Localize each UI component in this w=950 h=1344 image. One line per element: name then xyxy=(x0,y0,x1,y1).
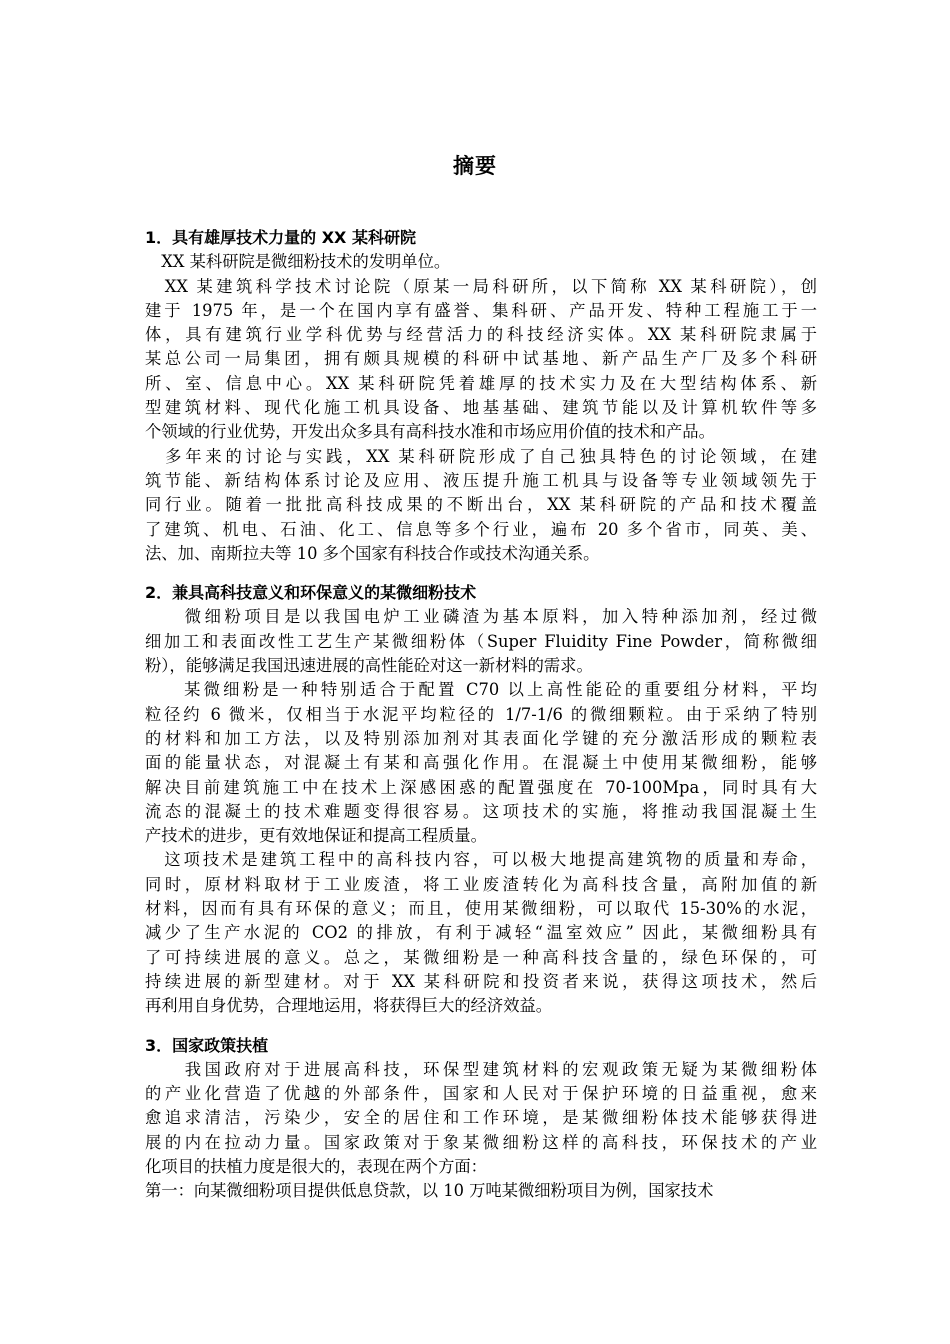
paragraph-line: 展的内在拉动力量。国家政策对于象某微细粉这样的高科技，环保技术的产业 xyxy=(145,1132,817,1152)
paragraph-line: 了可持续进展的意义。总之，某微细粉是一种高科技含量的，绿色环保的，可 xyxy=(145,947,817,967)
paragraph-line: 某微细粉是一种特别适合于配置 C70 以上高性能砼的重要组分材料，平均 xyxy=(145,680,817,700)
paragraph-line: 第一：向某微细粉项目提供低息贷款，以 10 万吨某微细粉项目为例，国家技术 xyxy=(145,1181,714,1201)
paragraph-line: 建于 1975 年，是一个在国内享有盛誉、集科研、产品开发、特种工程施工于一 xyxy=(145,300,817,320)
paragraph-line: 材料，因而有具有环保的意义；而且，使用某微细粉，可以取代 15-30%的水泥， xyxy=(145,899,817,919)
paragraph-line: 个领域的行业优势，开发出众多具有高科技水准和市场应用价值的技术和产品。 xyxy=(145,422,715,442)
paragraph-line: 微细粉项目是以我国电炉工业磷渣为基本原料，加入特种添加剂，经过微 xyxy=(145,607,817,627)
paragraph-line: 了建筑、机电、石油、化工、信息等多个行业，遍布 20 多个省市，同英、美、 xyxy=(145,519,817,539)
section-heading: 1．具有雄厚技术力量的 XX 某科研院 xyxy=(145,228,416,247)
paragraph-line: 这项技术是建筑工程中的高科技内容，可以极大地提高建筑物的质量和寿命， xyxy=(145,850,817,870)
paragraph-line: 的产业化营造了优越的外部条件，国家和人民对于保护环境的日益重视，愈来 xyxy=(145,1084,817,1104)
section-gap xyxy=(145,1019,817,1034)
paragraph-line: XX 某科研院是微细粉技术的发明单位。 xyxy=(145,252,451,272)
paragraph-line: 同时，原材料取材于工业废渣，将工业废渣转化为高科技含量，高附加值的新 xyxy=(145,874,817,894)
page-title: 摘要 xyxy=(453,154,497,178)
paragraph-line: 再利用自身优势，合理地运用，将获得巨大的经济效益。 xyxy=(145,996,553,1016)
paragraph-line: 同行业。随着一批批高科技成果的不断出台，XX 某科研院的产品和技术覆盖 xyxy=(145,495,817,515)
paragraph-line: 型建筑材料、现代化施工机具设备、地基基础、建筑节能以及计算机软件等多 xyxy=(145,398,817,418)
section-heading: 3．国家政策扶植 xyxy=(145,1035,269,1055)
paragraph-line: 化项目的扶植力度是很大的，表现在两个方面： xyxy=(145,1156,487,1176)
paragraph-line: 流态的混凝土的技术难题变得很容易。这项技术的实施，将推动我国混凝土生 xyxy=(145,801,817,821)
paragraph-line: 法、加、南斯拉夫等 10 多个国家有科技合作或技术沟通关系。 xyxy=(145,543,600,563)
section-heading: 2．兼具高科技意义和环保意义的某微细粉技术 xyxy=(145,583,477,603)
paragraph-line: XX 某建筑科学技术讨论院（原某一局科研所，以下简称 XX 某科研院），创 xyxy=(145,276,817,296)
paragraph-line: 筑节能、新结构体系讨论及应用、液压提升施工机具与设备等专业领域领先于 xyxy=(145,470,817,490)
paragraph-line: 愈追求清洁，污染少，安全的居住和工作环境，是某微细粉体技术能够获得进 xyxy=(145,1108,817,1128)
paragraph-line: 体，具有建筑行业学科优势与经营活力的科技经济实体。XX 某科研院隶属于 xyxy=(145,325,817,345)
paragraph-line: 持续进展的新型建材。对于 XX 某科研院和投资者来说，获得这项技术，然后 xyxy=(145,971,817,991)
paragraph-line: 的材料和加工方法，以及特别添加剂对其表面化学键的充分激活形成的颗粒表 xyxy=(145,728,817,748)
paragraph-line: 我国政府对于进展高科技，环保型建筑材料的宏观政策无疑为某微细粉体 xyxy=(145,1059,817,1079)
paragraph-line: 多年来的讨论与实践，XX 某科研院形成了自己独具特色的讨论领域，在建 xyxy=(145,446,817,466)
document-body xyxy=(145,226,817,1204)
paragraph-line: 面的能量状态，对混凝土有某和高强化作用。在混凝土中使用某微细粉，能够 xyxy=(145,753,817,773)
paragraph-line: 减少了生产水泥的 CO2 的排放，有利于减轻“温室效应” 因此，某微细粉具有 xyxy=(145,923,817,943)
paragraph-line: 粉），能够满足我国迅速进展的高性能砼对这一新材料的需求。 xyxy=(145,656,593,676)
paragraph-line: 所、室、信息中心。XX 某科研院凭着雄厚的技术实力及在大型结构体系、新 xyxy=(145,373,817,393)
paragraph-line: 某总公司一局集团，拥有颇具规模的科研中试基地、新产品生产厂及多个科研 xyxy=(145,349,817,369)
paragraph-line: 粒径约 6 微米，仅相当于水泥平均粒径的 1/7-1/6 的微细颗粒。由于采纳了特别 xyxy=(145,704,817,724)
paragraph-line: 产技术的进步，更有效地保证和提高工程质量。 xyxy=(145,826,487,846)
paragraph-line: 细加工和表面改性工艺生产某微细粉体（Super Fluidity Fine Powder，简称微细 xyxy=(145,631,817,651)
section-gap xyxy=(145,566,817,581)
paragraph-line: 解决目前建筑施工中在技术上深感困惑的配置强度在 70-100Mpa，同时具有大 xyxy=(145,777,817,797)
